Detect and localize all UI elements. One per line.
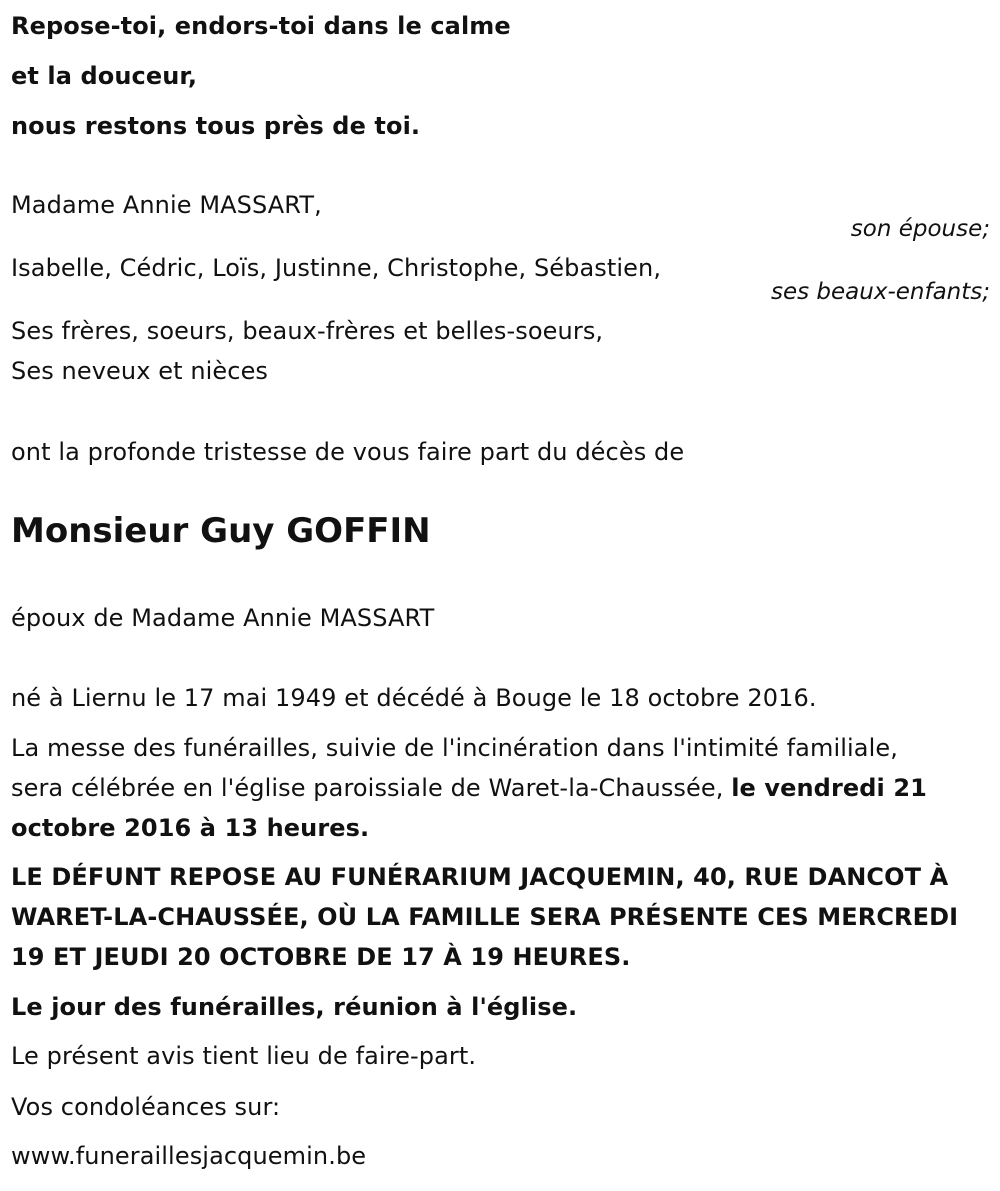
ceremony-church: sera célébrée en l'église paroissiale de Waret-la-Chaussée, xyxy=(11,774,732,802)
condolences-label: Vos condoléances sur: xyxy=(11,1093,281,1121)
siblings: Ses frères, soeurs, beaux-frères et belles-soeurs, xyxy=(11,317,604,345)
meeting: Le jour des funérailles, réunion à l'église. xyxy=(11,993,578,1021)
funerarium-line-3: 19 ET JEUDI 20 OCTOBRE DE 17 À 19 HEURES. xyxy=(11,943,631,971)
birth-death: né à Liernu le 17 mai 1949 et décédé à Bouge le 18 octobre 2016. xyxy=(11,684,817,712)
poem-line-3: nous restons tous près de toi. xyxy=(11,112,421,140)
children-names: Isabelle, Cédric, Loïs, Justinne, Christophe, Sébastien, xyxy=(11,254,662,282)
children-role: ses beaux-enfants; xyxy=(770,279,990,305)
ceremony-line-2 xyxy=(11,773,927,803)
poem-line-2: et la douceur, xyxy=(11,62,198,90)
ceremony-date-end: octobre 2016 à 13 heures. xyxy=(11,814,370,842)
website-link[interactable]: www.funeraillesjacquemin.be xyxy=(11,1142,367,1170)
announcement: ont la profonde tristesse de vous faire part du décès de xyxy=(11,438,685,466)
funerarium-line-1: LE DÉFUNT REPOSE AU FUNÉRARIUM JACQUEMIN, 40, RUE DANCOT À xyxy=(11,863,949,891)
spouse-name: Madame Annie MASSART, xyxy=(11,191,322,219)
ceremony-line-1: La messe des funérailles, suivie de l'incinération dans l'intimité familiale, xyxy=(11,734,898,762)
funerarium-line-2: WARET-LA-CHAUSSÉE, OÙ LA FAMILLE SERA PRÉSENTE CES MERCREDI xyxy=(11,903,959,931)
spouse-of: époux de Madame Annie MASSART xyxy=(11,604,435,632)
spouse-role: son épouse; xyxy=(850,216,990,242)
ceremony-date-start: le vendredi 21 xyxy=(731,774,927,802)
deceased-name: Monsieur Guy GOFFIN xyxy=(11,511,431,551)
nephews: Ses neveux et nièces xyxy=(11,357,269,385)
poem-line-1: Repose-toi, endors-toi dans le calme xyxy=(11,12,511,40)
notice: Le présent avis tient lieu de faire-part. xyxy=(11,1042,477,1070)
